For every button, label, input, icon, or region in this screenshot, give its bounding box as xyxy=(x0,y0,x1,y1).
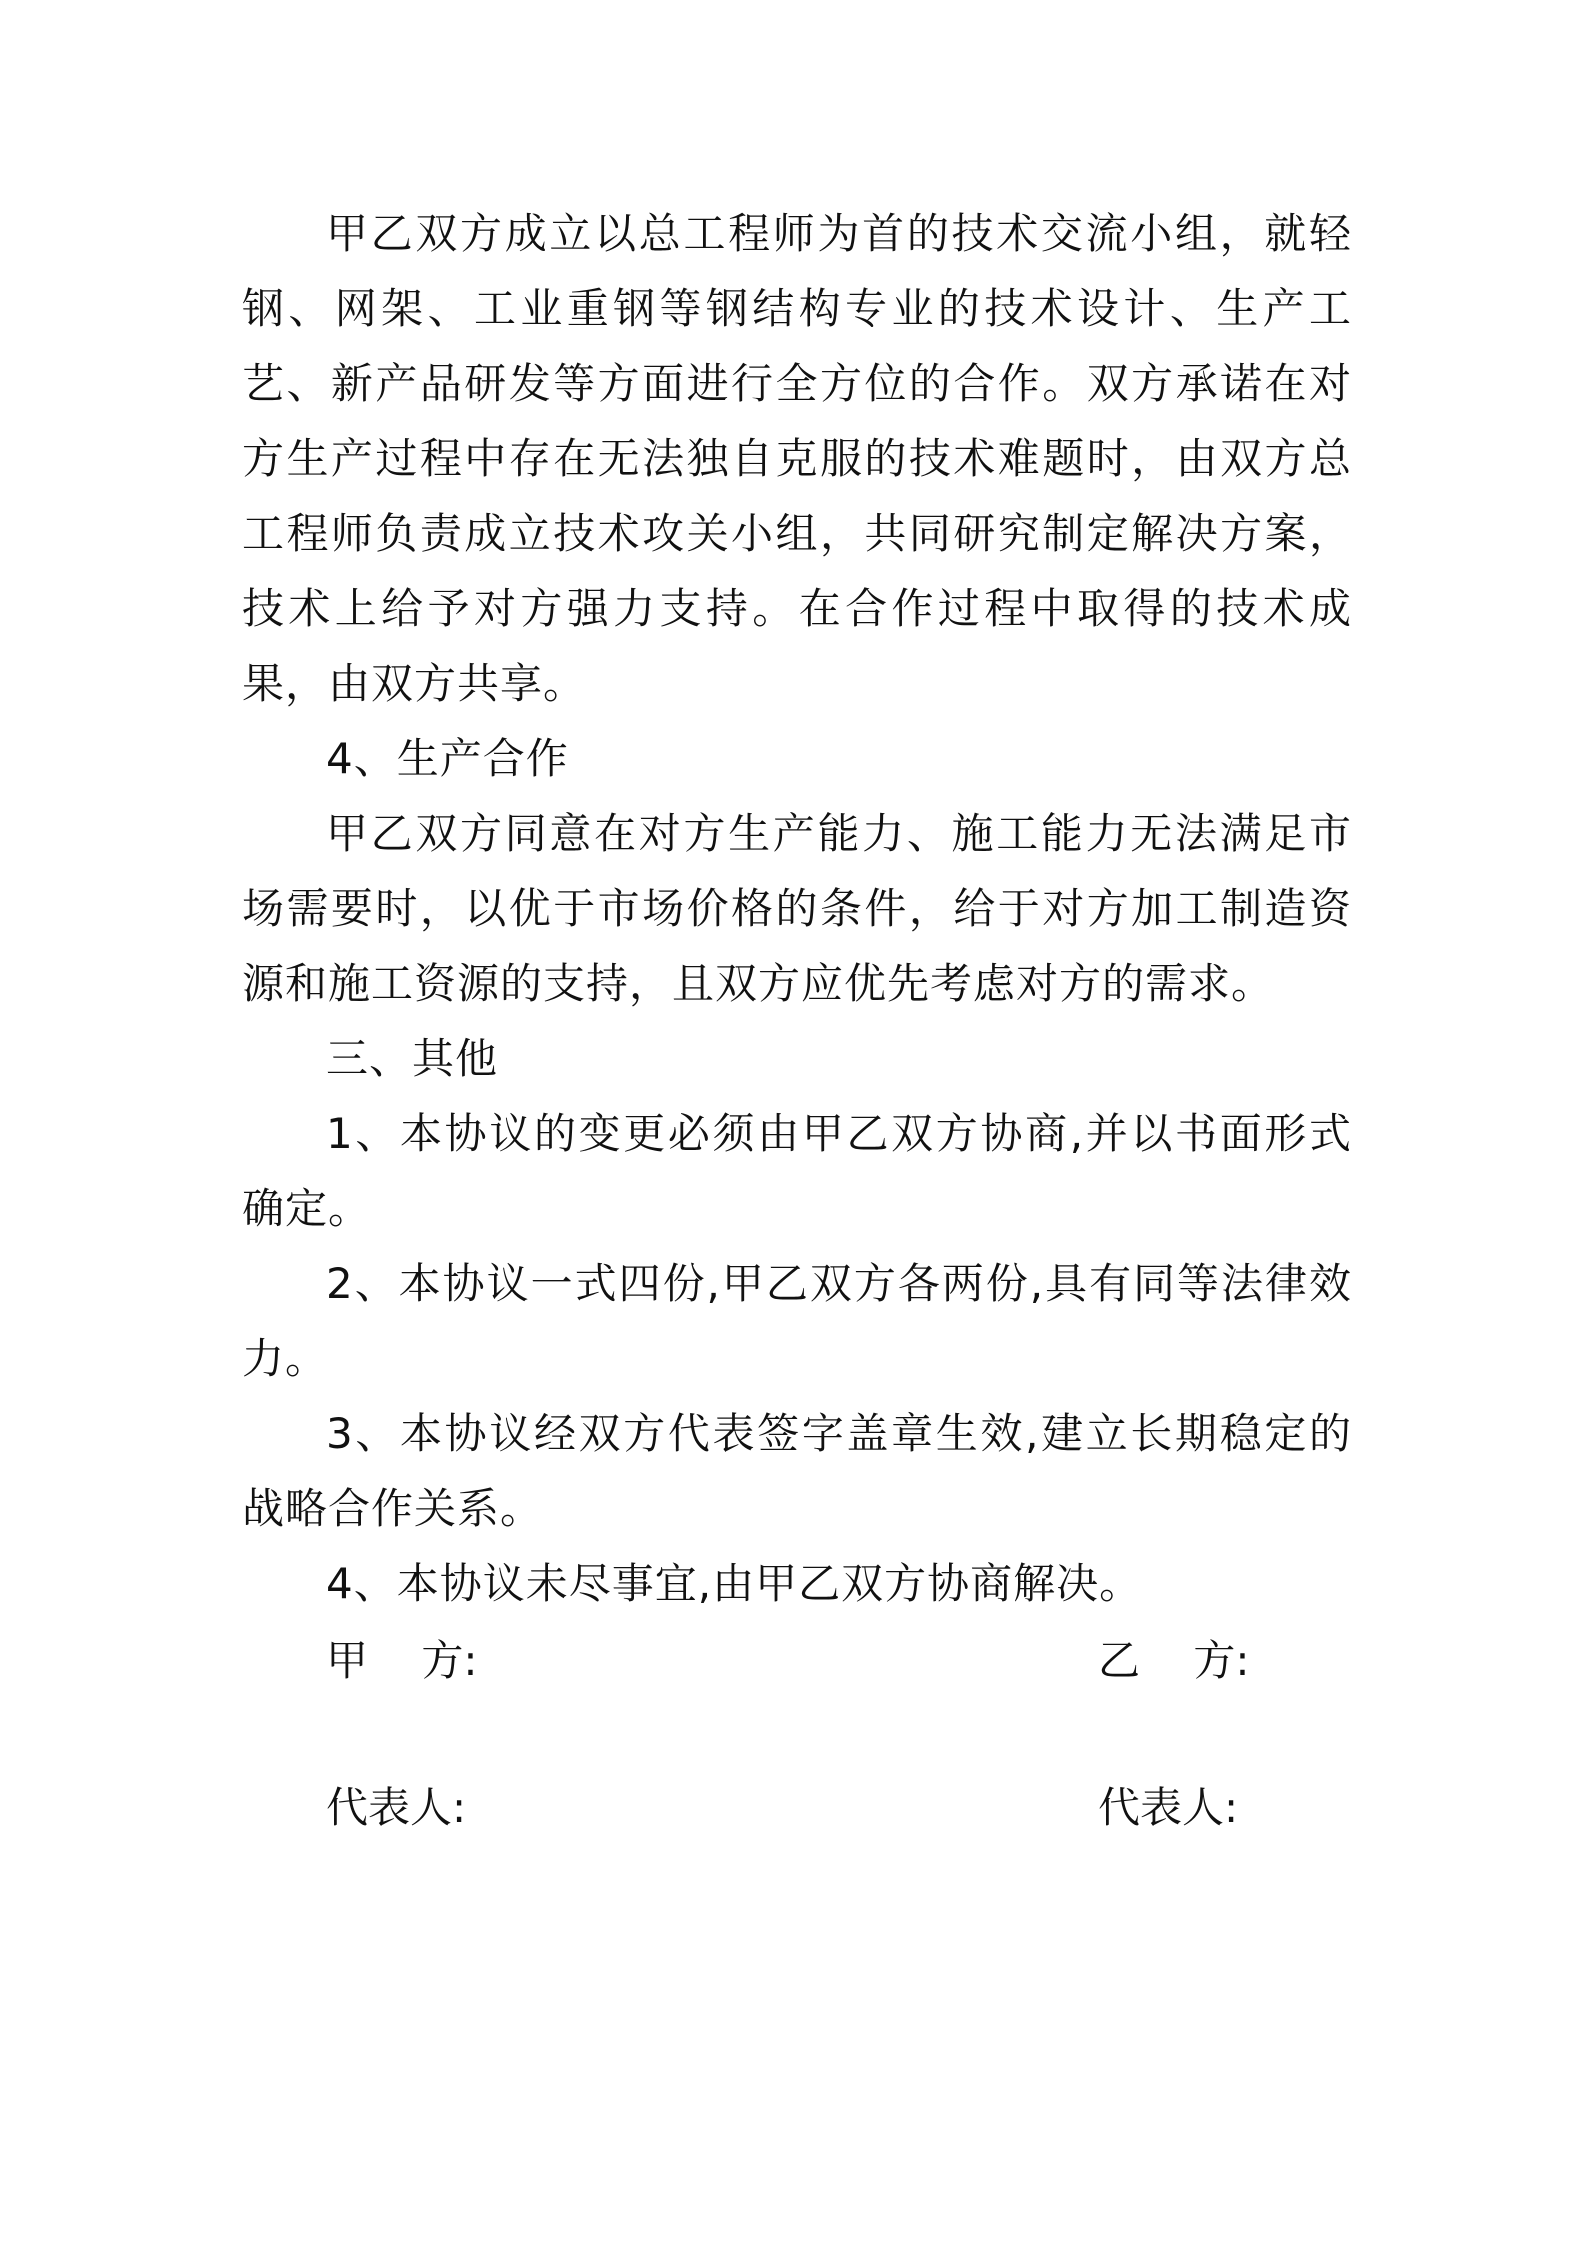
agreement-body xyxy=(242,196,1352,1621)
heading-other: 三、其他 xyxy=(326,1034,499,1083)
paragraph-technical-cooperation: 甲乙双方成立以总工程师为首的技术交流小组，就轻钢、网架、工业重钢等钢结构专业的技术设计、生产工艺、新产品研发等方面进行全方位的合作。双方承诺在对方生产过程中存在无法独自克服的技术难题时，由双方总工程师负责成立技术攻关小组，共同研究制定解决方案，技术上给予对方强力支持。在合作过程中取得的技术成果，由双方共享。 xyxy=(242,209,1352,708)
rep-b-label: 代表人: xyxy=(1098,1783,1239,1832)
party-signature-row xyxy=(0,1631,1586,1691)
representative-signature-row xyxy=(0,1778,1586,1838)
party-a-label: 甲 方: xyxy=(326,1636,478,1685)
heading-production-cooperation: 4、生产合作 xyxy=(326,734,569,783)
rep-a-label: 代表人: xyxy=(326,1783,467,1832)
clause-1: 1、本协议的变更必须由甲乙双方协商,并以书面形式确定。 xyxy=(242,1109,1352,1233)
clause-4: 4、本协议未尽事宜,由甲乙双方协商解决。 xyxy=(326,1559,1143,1608)
party-b-label: 乙 方: xyxy=(1098,1636,1250,1685)
clause-3: 3、本协议经双方代表签字盖章生效,建立长期稳定的战略合作关系。 xyxy=(242,1409,1352,1533)
clause-2: 2、本协议一式四份,甲乙双方各两份,具有同等法律效力。 xyxy=(242,1259,1352,1383)
paragraph-production-cooperation: 甲乙双方同意在对方生产能力、施工能力无法满足市场需要时，以优于市场价格的条件，给于对方加工制造资源和施工资源的支持，且双方应优先考虑对方的需求。 xyxy=(242,809,1352,1008)
